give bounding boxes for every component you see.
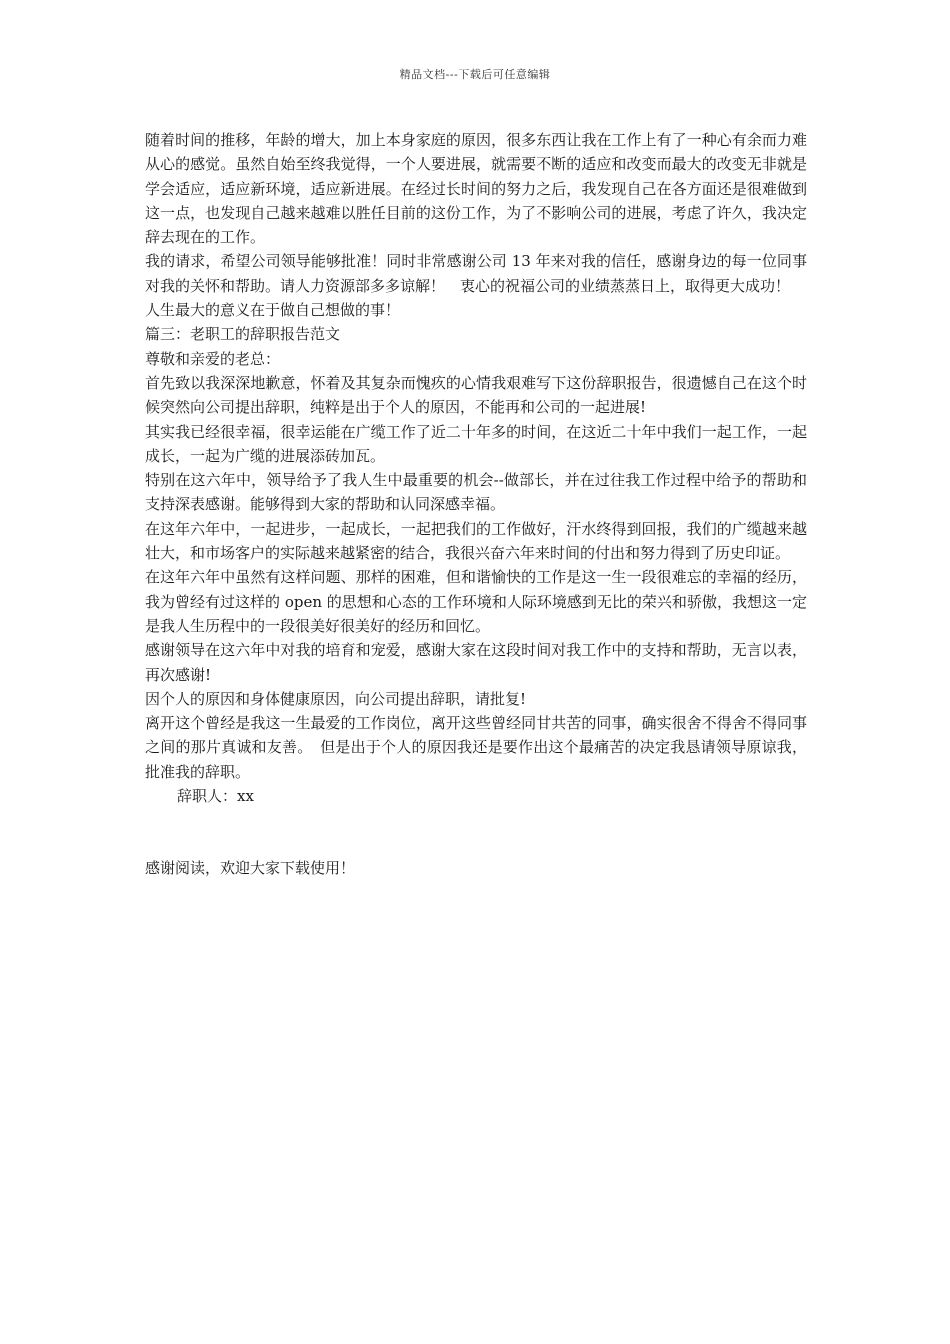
paragraph-12: 因个人的原因和身体健康原因，向公司提出辞职，请批复! <box>145 689 527 708</box>
document-body <box>145 128 807 881</box>
salutation: 尊敬和亲爱的老总： <box>145 349 281 368</box>
paragraph-3: 人生最大的意义在于做自己想做的事！ <box>145 301 401 320</box>
paragraph-1: 随着时间的推移，年龄的增大，加上本身家庭的原因，很多东西让我在工作上有了一种心有余而力难从心的感觉。虽然自始至终我觉得，一个人要进展，就需要不断的适应和改变而最大的改变无非就是学会适应，适应新环境，适应新进展。在经过长时间的努力之后，我发现自己在各方面还是很难做到这一点，也发现自己越来越难以胜任目前的这份工作，为了不影响公司的进展，考虑了许久，我决定辞去现在的工作。 <box>145 131 807 247</box>
paragraph-10: 在这年六年中虽然有这样问题、那样的困难，但和谐愉快的工作是这一生一段很难忘的幸福的经历，我为曾经有过这样的 open 的思想和心态的工作环境和人际环境感到无比的荣兴和骄傲，我想这一定是我人生历程中的一段很美好很美好的经历和回忆。 <box>145 568 807 635</box>
paragraph-13: 离开这个曾经是我这一生最爱的工作岗位，离开这些曾经同甘共苦的同事，确实很舍不得舍不得同事之间的那片真诚和友善。 但是出于个人的原因我还是要作出这个最痛苦的决定我恳请领导原谅我，批准我的辞职。 <box>145 714 807 781</box>
section-title: 篇三：老职工的辞职报告范文 <box>145 325 341 344</box>
page-header: 精品文档---下载后可任意编辑 <box>399 68 551 81</box>
blank-space <box>145 808 807 856</box>
paragraph-9: 在这年六年中，一起进步，一起成长，一起把我们的工作做好，汗水终得到回报，我们的广缆越来越壮大，和市场客户的实际越来越紧密的结合，我很兴奋六年来时间的付出和努力得到了历史印证。 <box>145 519 807 563</box>
paragraph-7: 其实我已经很幸福，很幸运能在广缆工作了近二十年多的时间，在这近二十年中我们一起工作，一起成长，一起为广缆的进展添砖加瓦。 <box>145 422 807 465</box>
signature: 辞职人：xx <box>177 787 254 806</box>
footer-note: 感谢阅读，欢迎大家下载使用！ <box>145 859 356 878</box>
paragraph-6: 首先致以我深深地歉意，怀着及其复杂而愧疚的心情我艰难写下这份辞职报告，很遗憾自己在这个时候突然向公司提出辞职，纯粹是出于个人的原因，不能再和公司的一起进展! <box>145 373 807 417</box>
paragraph-8: 特别在这六年中，领导给予了我人生中最重要的机会--做部长，并在过往我工作过程中给予的帮助和支持深表感谢。能够得到大家的帮助和认同深感幸福。 <box>145 471 807 514</box>
paragraph-2: 我的请求，希望公司领导能够批准！同时非常感谢公司 13 年来对我的信任，感谢身边的每一位同事对我的关怀和帮助。请人力资源部多多谅解！ 衷心的祝福公司的业绩蒸蒸日上，取得更大成功！ <box>145 252 807 295</box>
paragraph-11: 感谢领导在这六年中对我的培育和宠爱，感谢大家在这段时间对我工作中的支持和帮助，无言以表，再次感谢! <box>145 641 807 684</box>
